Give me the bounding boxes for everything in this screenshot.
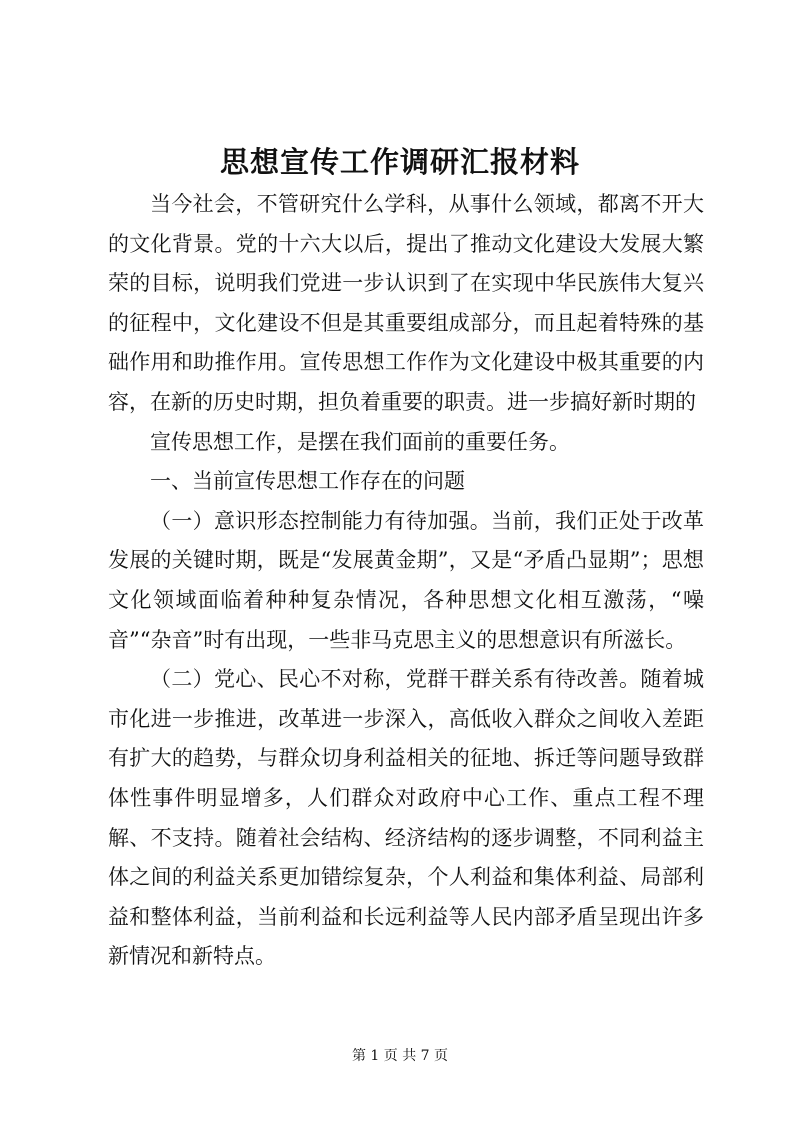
document-body — [108, 185, 704, 977]
subsection-paragraph-2: （二）党心、民心不对称，党群干群关系有待改善。随着城市化进一步推进，改革进一步深入，高低收入群众之间收入差距有扩大的趋势，与群众切身利益相关的征地、拆迁等问题导致群体性事件明显增多，人们群众对政府中心工作、重点工程不理解、不支持。随着社会结构、经济结构的逐步调整，不同利益主体之间的利益关系更加错综复杂，个人利益和集体利益、局部利益和整体利益，当前利益和长远利益等人民内部矛盾呈现出许多新情况和新特点。 — [108, 667, 704, 969]
page-footer: 第 1 页 共 7 页 — [351, 1048, 449, 1064]
intro-continuation-paragraph: 宣传思想工作，是摆在我们面前的重要任务。 — [150, 429, 570, 454]
section-heading-1: 一、当前宣传思想工作存在的问题 — [150, 469, 465, 494]
document-title: 思想宣传工作调研汇报材料 — [219, 145, 580, 179]
intro-paragraph: 当今社会，不管研究什么学科，从事什么领域，都离不开大的文化背景。党的十六大以后，提出了推动文化建设大发展大繁荣的目标，说明我们党进一步认识到了在实现中华民族伟大复兴的征程中，文化建设不但是其重要组成部分，而且起着特殊的基础作用和助推作用。宣传思想工作作为文化建设中极其重要的内容，在新的历史时期，担负着重要的职责。进一步搞好新时期的 — [108, 192, 704, 414]
subsection-paragraph-1: （一）意识形态控制能力有待加强。当前，我们正处于改革发展的关键时期，既是“发展黄金期”，又是“矛盾凸显期”；思想文化领域面临着种种复杂情况，各种思想文化相互激荡，“噪音”“杂音”时有出现，一些非马克思主义的思想意识有所滋长。 — [108, 508, 704, 652]
